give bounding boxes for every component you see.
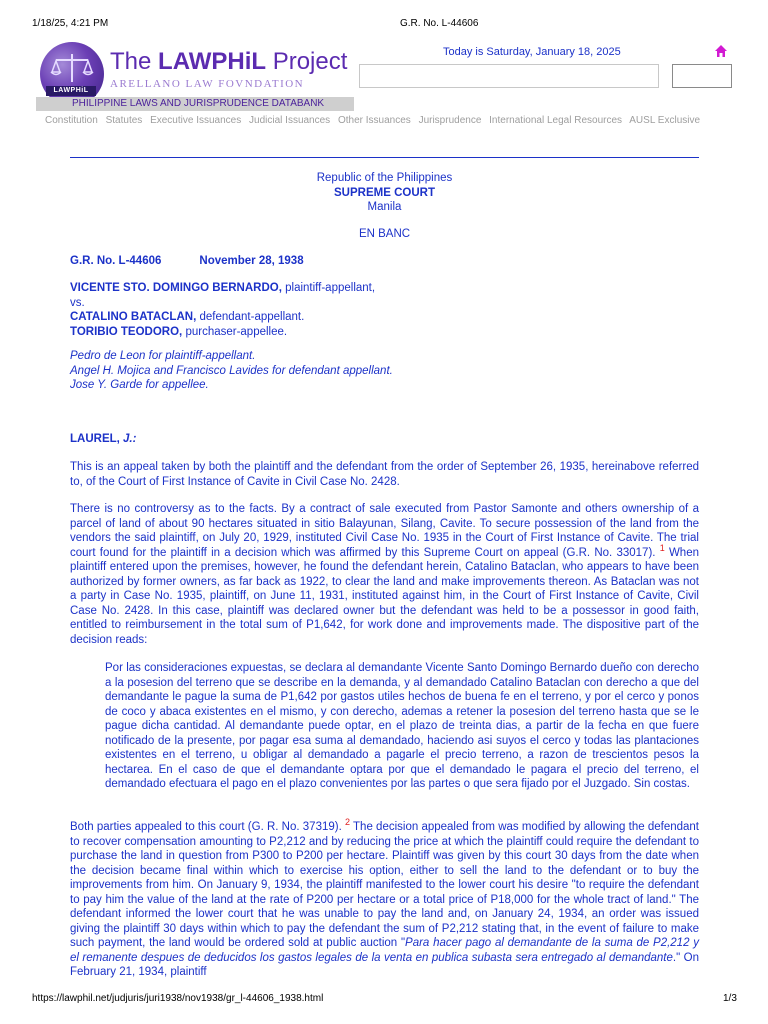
logo-small-text: LAWPHiL [46,86,96,96]
quoted-decision: Por las consideraciones expuestas, se declara al demandante Vicente Santo Domingo Bernardo dueño con derecho a la posesion del terreno que se describe en la demanda, y al demandado Catalino Bataclan con derecho a que del demandante le pague la suma de P1,642 por gastos utiles hechos de buena fe en el terreno, y por el cerco y ponos de coco y abaca existentes en el mismo, y con derecho, ademas a retener la posesion del terreno hasta que se le pague dicha cantidad. Al demandante puede optar, en el plazo de treinta dias, a partir de la fecha en que fuere notificado de la presente, por pagar esa suma al demandado, haciendo asi suyos el cerco y todas las plantaciones existentes en el terreno, u obligar al demandado a pagarle el precio terreno, a razon de trescientos pesos la hectarea. En el caso de que el demandante optara por que el demandado le pagara el precio del terreno, el demandado efectuara el pago en el plazo convenientes por las partes o que sera fijado por el Juzgado. Sin costas. [105,662,699,790]
counsel-plaintiff: Pedro de Leon for plaintiff-appellant. [70,350,256,362]
site-tagline: PHILIPPINE LAWS AND JURISPRUDENCE DATABANK [72,98,325,109]
party-purchaser: TORIBIO TEODORO, purchaser-appellee. [70,325,288,338]
nav-other-issuances[interactable]: Other Issuances [337,115,411,126]
decision-date: November 28, 1938 [199,255,304,267]
footnote-link-1[interactable]: 1 [659,542,665,553]
site-logo[interactable] [36,42,354,114]
footnote-link-2[interactable]: 2 [345,817,351,828]
site-foundation: ARELLANO LAW FOVNDATION [110,78,305,90]
print-url: https://lawphil.net/judjuris/juri1938/nov1938/gr_l-44606_1938.html [32,993,324,1004]
nav-statutes[interactable]: Statutes [105,115,143,126]
counsel-defendant: Angel H. Mojica and Francisco Lavides for defendant appellant. [70,364,393,377]
party-plaintiff: VICENTE STO. DOMINGO BERNARDO, plaintiff-appellant, [70,282,376,294]
versus: vs. [70,296,85,309]
home-icon[interactable] [714,44,728,58]
print-page-number: 1/3 [723,993,737,1004]
site-title: The LAWPHiL Project [110,48,348,75]
republic-line: Republic of the Philippines [316,172,453,184]
paragraph-3: Both parties appealed to this court (G. R. No. 37319). $^2$ The decision appealed from was modified by allowing the defendant to recover compensation amounting to P2,212 and by reducing the price at which the plaintiff could require the defendant to purchase the land in question from P300 to P200 per hectare. Plaintiff was given by this court 30 days from the date when the decision became final within which to exercise his option, either to sell the land to the defendant or to buy the improvements from him. On January 9, 1934, the plaintiff manifested to the lower court his desire "to require the defendant to pay him the value of the land at the rate of P200 per hectare or a total price of P18,000 for the whole tract of land." The defendant informed the lower court that he was unable to pay the land and, on January 24, 1934, an order was issued giving the plaintiff 30 days within which to pay the defendant the sum of P2,212 stating that, in the event of failure to make such payment, the land would be ordered sold at public auction "Para hacer pago al demandante de la suma de P2,212 y el remanente despues de deducidos los gastos legales de la venta en publica subasta sera entregado al demandante." On February 21, 1934, plaintiff [70,817,699,978]
party-defendant: CATALINO BATACLAN, defendant-appellant. [70,311,305,323]
case-number-line [70,254,699,269]
nav-ausl-exclusive[interactable]: AUSL Exclusive [629,115,701,126]
court-name: SUPREME COURT [334,186,435,199]
court-city: Manila [367,201,402,213]
header-divider [70,157,699,158]
print-title: G.R. No. L-44606 [400,18,479,29]
ponente: LAUREL, J.: [70,433,137,445]
gr-number: G.R. No. L-44606 [70,255,162,267]
parties [70,281,699,339]
search-input[interactable] [359,64,659,88]
division: EN BANC [358,228,411,240]
nav-executive-issuances[interactable]: Executive Issuances [150,115,242,126]
counsel-list [70,349,699,393]
paragraph-2: There is no controversy as to the facts. By a contract of sale executed from Pastor Samonte and others ownership of a parcel of land of about 90 hectares situated in sitio Balayunan, Silang, Cavite. To secure possession of the land from the vendors the said plaintiff, on July 20, 1929, instituted Civil Case No. 1935 in the Court of First Instance of Cavite. The trial court found for the plaintiff in a decision which was affirmed by this Supreme Court on appeal (G.R. No. 33017). $^1$ When plaintiff entered upon the premises, however, he found the defendant herein, Catalino Bataclan, who appears to have been authorized by former owners, as far back as 1922, to clear the land and make improvements thereon. As Bataclan was not a party in Case No. 1935, plaintiff, on June 11, 1931, instituted against him, in the Court of First Instance of Cavite, Civil Case No. 2428. In this case, plaintiff was declared owner but the defendant was held to be a possessor in good faith, entitled to reimbursement in the total sum of P1,642, for work done and improvements made. The dispositive part of the decision reads: [70,503,699,646]
main-nav [45,115,705,126]
today-date: Today is Saturday, January 18, 2025 [443,46,621,58]
search-button[interactable] [672,64,732,88]
site-tagline-bar [36,97,354,111]
print-date: 1/18/25, 4:21 PM [32,18,109,29]
nav-constitution[interactable]: Constitution [45,115,98,126]
nav-judicial-issuances[interactable]: Judicial Issuances [249,115,331,126]
nav-international-legal-resources[interactable]: International Legal Resources [489,115,623,126]
paragraph-1: This is an appeal taken by both the plaintiff and the defendant from the order of September 26, 1935, hereinabove referred to, of the Court of First Instance of Cavite in Civil Case No. 2428. [70,461,699,488]
nav-jurisprudence[interactable]: Jurisprudence [418,115,482,126]
court-heading [70,171,699,215]
counsel-appellee: Jose Y. Garde for appellee. [70,379,209,391]
